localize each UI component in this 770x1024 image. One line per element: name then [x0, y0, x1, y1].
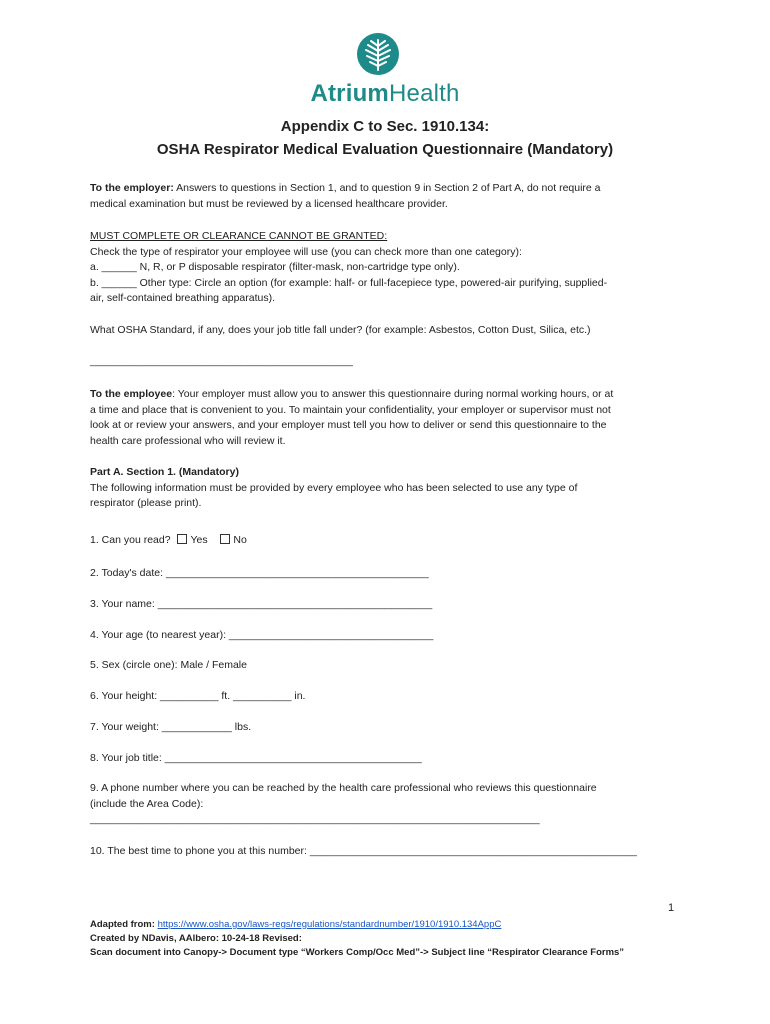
- question-can-read: 1. Can you read? Yes No: [90, 534, 247, 546]
- phone-field[interactable]: _____________________________________________________________________________: [90, 813, 540, 825]
- question-weight[interactable]: 7. Your weight: ____________ lbs.: [90, 721, 252, 733]
- tree-icon: [356, 32, 400, 76]
- scan-instructions: Scan document into Canopy-> Document type “Workers Comp/Occ Med”-> Subject line “Respirator Clearance Forms”: [90, 947, 625, 958]
- page-title: Appendix C to Sec. 1910.134:: [280, 118, 490, 135]
- part-a-section: Part A. Section 1. (Mandatory) The following information must be provided by every employee who has been selected to use any type of respirator (please print).: [90, 466, 578, 509]
- no-checkbox[interactable]: [220, 534, 230, 544]
- created-by: Created by NDavis, AAlbero: 10-24-18 Revised:: [90, 933, 302, 944]
- footer: Adapted from: https://www.osha.gov/laws-regs/regulations/standardnumber/1910/1910.134AppC Created by NDavis, AAlbero: 10-24-18 Revised: Scan document into Canopy-> Document type “Workers Comp/Occ Med”-> Subject line “Respirator Clearance Forms”: [90, 919, 625, 958]
- respirator-option-a[interactable]: a. ______ N, R, or P disposable respirator (filter-mask, non-cartridge type only).: [90, 261, 460, 273]
- question-name[interactable]: 3. Your name: _______________________________________________: [90, 598, 433, 610]
- respirator-option-b[interactable]: b. ______ Other type: Circle an option (for example: half- or full-facepiece type, powered-air purifying, supplied-: [90, 276, 608, 289]
- clearance-section: MUST COMPLETE OR CLEARANCE CANNOT BE GRANTED: Check the type of respirator your employee will use (you can check more than one category): a. ______ N, R, or P disposable respirator (filter-mask, non-cartridge type only). b. ______ Other type: Circle an option (for example: half- or full-facepiece type, powered-air purifying, supplied- air, self-contained breathing apparatus).: [90, 230, 608, 304]
- question-height[interactable]: 6. Your height: __________ ft. __________ in.: [90, 690, 306, 702]
- question-date[interactable]: 2. Today's date: _____________________________________________: [90, 567, 429, 579]
- question-phone: 9. A phone number where you can be reached by the health care professional who reviews this questionnaire (include the Area Code): _____________________________________________________________________________: [90, 782, 597, 825]
- clearance-heading: MUST COMPLETE OR CLEARANCE CANNOT BE GRANTED:: [90, 230, 388, 242]
- question-age[interactable]: 4. Your age (to nearest year): ___________________________________: [90, 629, 434, 641]
- osha-source-link[interactable]: https://www.osha.gov/laws-regs/regulations/standardnumber/1910/1910.134AppC: [157, 919, 502, 930]
- page-number: 1: [668, 902, 675, 914]
- question-sex[interactable]: 5. Sex (circle one): Male / Female: [90, 659, 247, 671]
- atrium-health-logo: [300, 32, 470, 108]
- question-job-title[interactable]: 8. Your job title: ____________________________________________: [90, 752, 422, 764]
- osha-standard-question: What OSHA Standard, if any, does your job title fall under? (for example: Asbestos, Cotton Dust, Silica, etc.): [90, 324, 591, 336]
- osha-standard-field[interactable]: _____________________________________________: [90, 355, 353, 367]
- page-subtitle: OSHA Respirator Medical Evaluation Questionnaire (Mandatory): [156, 141, 614, 158]
- part-a-heading: Part A. Section 1. (Mandatory): [90, 466, 239, 478]
- yes-checkbox[interactable]: [177, 534, 187, 544]
- logo-wordmark: AtriumHealth: [310, 80, 460, 107]
- employee-instructions: To the employee: Your employer must allow you to answer this questionnaire during normal working hours, or at a time and place that is convenient to you. To maintain your confidentiality, your employer or supervisor must not look at or review your answers, and your employer must tell you how to deliver or send this questionnaire to the health care professional who will review it.: [90, 388, 614, 447]
- employer-instructions: To the employer: Answers to questions in Section 1, and to question 9 in Section 2 of Part A, do not require a medical examination but must be reviewed by a licensed healthcare provider.: [90, 182, 601, 210]
- question-best-time[interactable]: 10. The best time to phone you at this number: ________________________________________________________: [90, 845, 637, 857]
